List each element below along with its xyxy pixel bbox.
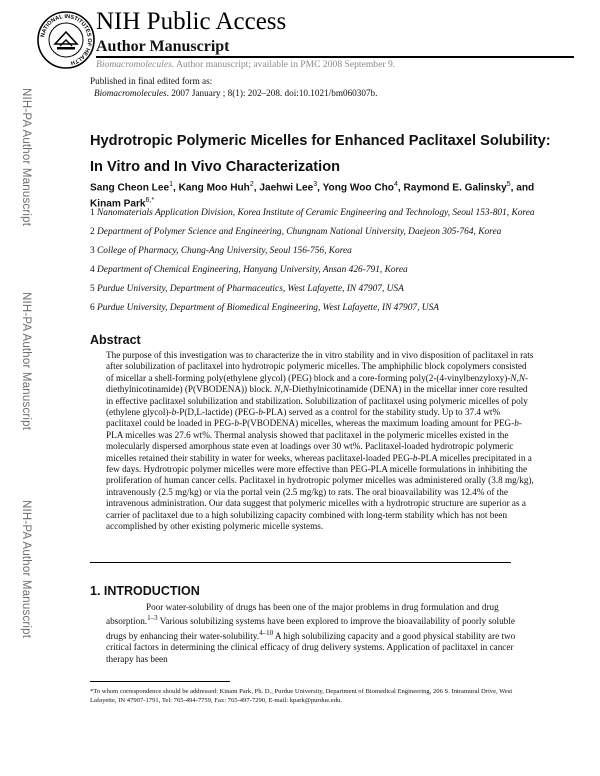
affiliation-item: 5 Purdue University, Department of Pharmaceutics, West Lafayette, IN 47907, USA xyxy=(90,284,404,294)
citation-details: . 2007 January ; 8(1): 202–208. doi:10.1021/bm060307b. xyxy=(166,88,378,98)
author-name: Jaehwi Lee xyxy=(259,182,314,194)
correspondence-footnote: *To whom correspondence should be addressed: Kinam Park, Ph. D., Purdue University, Department of Biomedical Engineering, 206 S. Intramural Drive, West Lafayette, IN 47907-1791, Tel: 765-494-7759, Fax: 765-497-7290, E-mail: kpark@purdue.edu. xyxy=(90,688,513,704)
abstract-heading: Abstract xyxy=(90,333,141,347)
side-banner-middle: NIH-PA Author Manuscript xyxy=(20,292,32,431)
author-list: Sang Cheon Lee$^1$, Kang Moo Huh$^2$, Jaehwi Lee$^3$, Yong Woo Cho$^4$, Raymond E. Galinsky$^5$, and Kinam Park$^{6,*}$ xyxy=(90,181,535,210)
nih-seal-logo xyxy=(36,10,96,70)
published-in-label: Published in final edited form as: xyxy=(90,76,213,86)
author-name: Sang Cheon Lee xyxy=(90,182,170,194)
introduction-heading: 1. INTRODUCTION xyxy=(90,584,200,598)
author-name: Kinam Park xyxy=(90,198,146,210)
author-manuscript-label: Author Manuscript xyxy=(96,38,230,55)
author-name: Yong Woo Cho xyxy=(322,182,394,194)
nih-public-access-title: NIH Public Access xyxy=(96,8,287,35)
footnote-rule xyxy=(90,681,230,682)
affiliation-item: 3 College of Pharmacy, Chung-Ang University, Seoul 156-756, Korea xyxy=(90,246,352,256)
affiliation-item: 6 Purdue University, Department of Biomedical Engineering, West Lafayette, IN 47907, USA xyxy=(90,303,439,313)
affiliation-item: 1 Nanomaterials Application Division, Korea Institute of Ceramic Engineering and Technology, Seoul 153-801, Korea xyxy=(90,208,535,218)
abstract-rule xyxy=(90,562,511,563)
citation-line xyxy=(94,87,377,99)
author-affil-ref: 3 xyxy=(313,181,318,188)
author-name: Kang Moo Huh xyxy=(178,182,250,194)
abstract-body: The purpose of this investigation was to characterize the in vitro stability and in vivo disposition of paclitaxel in rats after solubilization of paclitaxel into hydrotropic polymeric micelles. The amphiphilic block copolymers consisted of micellar a shell-forming poly(ethylene glycol) (PEG) block and a core-forming poly(2-(4-vinylbenzyloxy)-N,N-diethylnicotinamide) (P(VBODENA)) block. N,N-Diethylnicotinamide (DENA) in the micellar inner core resulted in effective paclitaxel solubilization and stabilization. Solubilization of paclitaxel using polymeric micelles of poly (ethylene glycol)-b-P(D,L-lactide) (PEG-b-PLA) served as a control for the stability study. Up to 37.4 wt% paclitaxel could be loaded in PEG-b-P(VBODENA) micelles, whereas the maximum loading amount for PEG-b-PLA micelles was 27.6 wt%. Thermal analysis showed that paclitaxel in the polymeric micelles existed in the molecularly dispersed amorphous state even at loadings over 30 wt%. Paclitaxel-loaded hydrotropic polymeric micelles retained their stability in water for weeks, whereas paclitaxel-loaded PEG-b-PLA micelles precipitated in a few days. Hydrotropic polymer micelles were more effective than PEG-PLA micelle formulations in inhibiting the proliferation of human cancer cells. Paclitaxel in hydrotropic polymer micelles was administered orally (3.8 mg/kg), intravenously (2.5 mg/kg) or via the portal vein (2.5 mg/kg) to rats. The oral bioavailability was 12.4% of the intravenous administration. Our data suggest that polymeric micelles with a hydrotropic structure are superior as a carrier of paclitaxel due to a high solubilizing capacity combined with long-term stability which has not been accomplished by other existing polymeric micelle systems. xyxy=(106,350,534,532)
author-affil-ref: 6,* xyxy=(145,197,155,205)
introduction-body: Poor water-solubility of drugs has been one of the major problems in drug formulation and drug absorption.$^{1-3}$ Various solubilizing systems have been explored to improve the bioavailability of poorly soluble drugs by enhancing their water-solubility.$^{4-10}$ A high solubilizing capacity and a good physical stability are two critical factors in determining the clinical efficacy of drug delivery systems. Application of paclitaxel in cancer therapy has been xyxy=(106,602,516,664)
citation-ref: 1–3 xyxy=(147,614,158,623)
journal-availability-line xyxy=(96,58,395,72)
author-affil-ref: 1 xyxy=(169,181,173,188)
affiliation-item: 2 Department of Polymer Science and Engineering, Chungnam National University, Daejeon 305-764, Korea xyxy=(90,227,502,237)
journal-name: Biomacromolecules. xyxy=(96,59,175,70)
affiliation-list xyxy=(90,207,560,321)
availability-text: Author manuscript; available in PMC 2008 September 9. xyxy=(174,59,396,70)
author-affil-ref: 4 xyxy=(393,181,398,188)
affiliation-item: 4 Department of Chemical Engineering, Hanyang University, Ansan 426-791, Korea xyxy=(90,265,408,275)
citation-journal: Biomacromolecules xyxy=(94,88,167,98)
author-name: Raymond E. Galinsky xyxy=(403,182,507,194)
side-banner-bottom: NIH-PA Author Manuscript xyxy=(20,500,32,639)
paper-title: Hydrotropic Polymeric Micelles for Enhanced Paclitaxel Solubility: In Vitro and In Vivo Characterization xyxy=(90,133,551,175)
seal-lettering: NATIONAL INSTITUTES OF HEALTH xyxy=(40,13,93,66)
author-affil-ref: 5 xyxy=(506,181,511,188)
side-banner-top: NIH-PA Author Manuscript xyxy=(20,88,32,227)
author-affil-ref: 2 xyxy=(249,181,254,188)
citation-ref: 4–10 xyxy=(259,628,274,637)
